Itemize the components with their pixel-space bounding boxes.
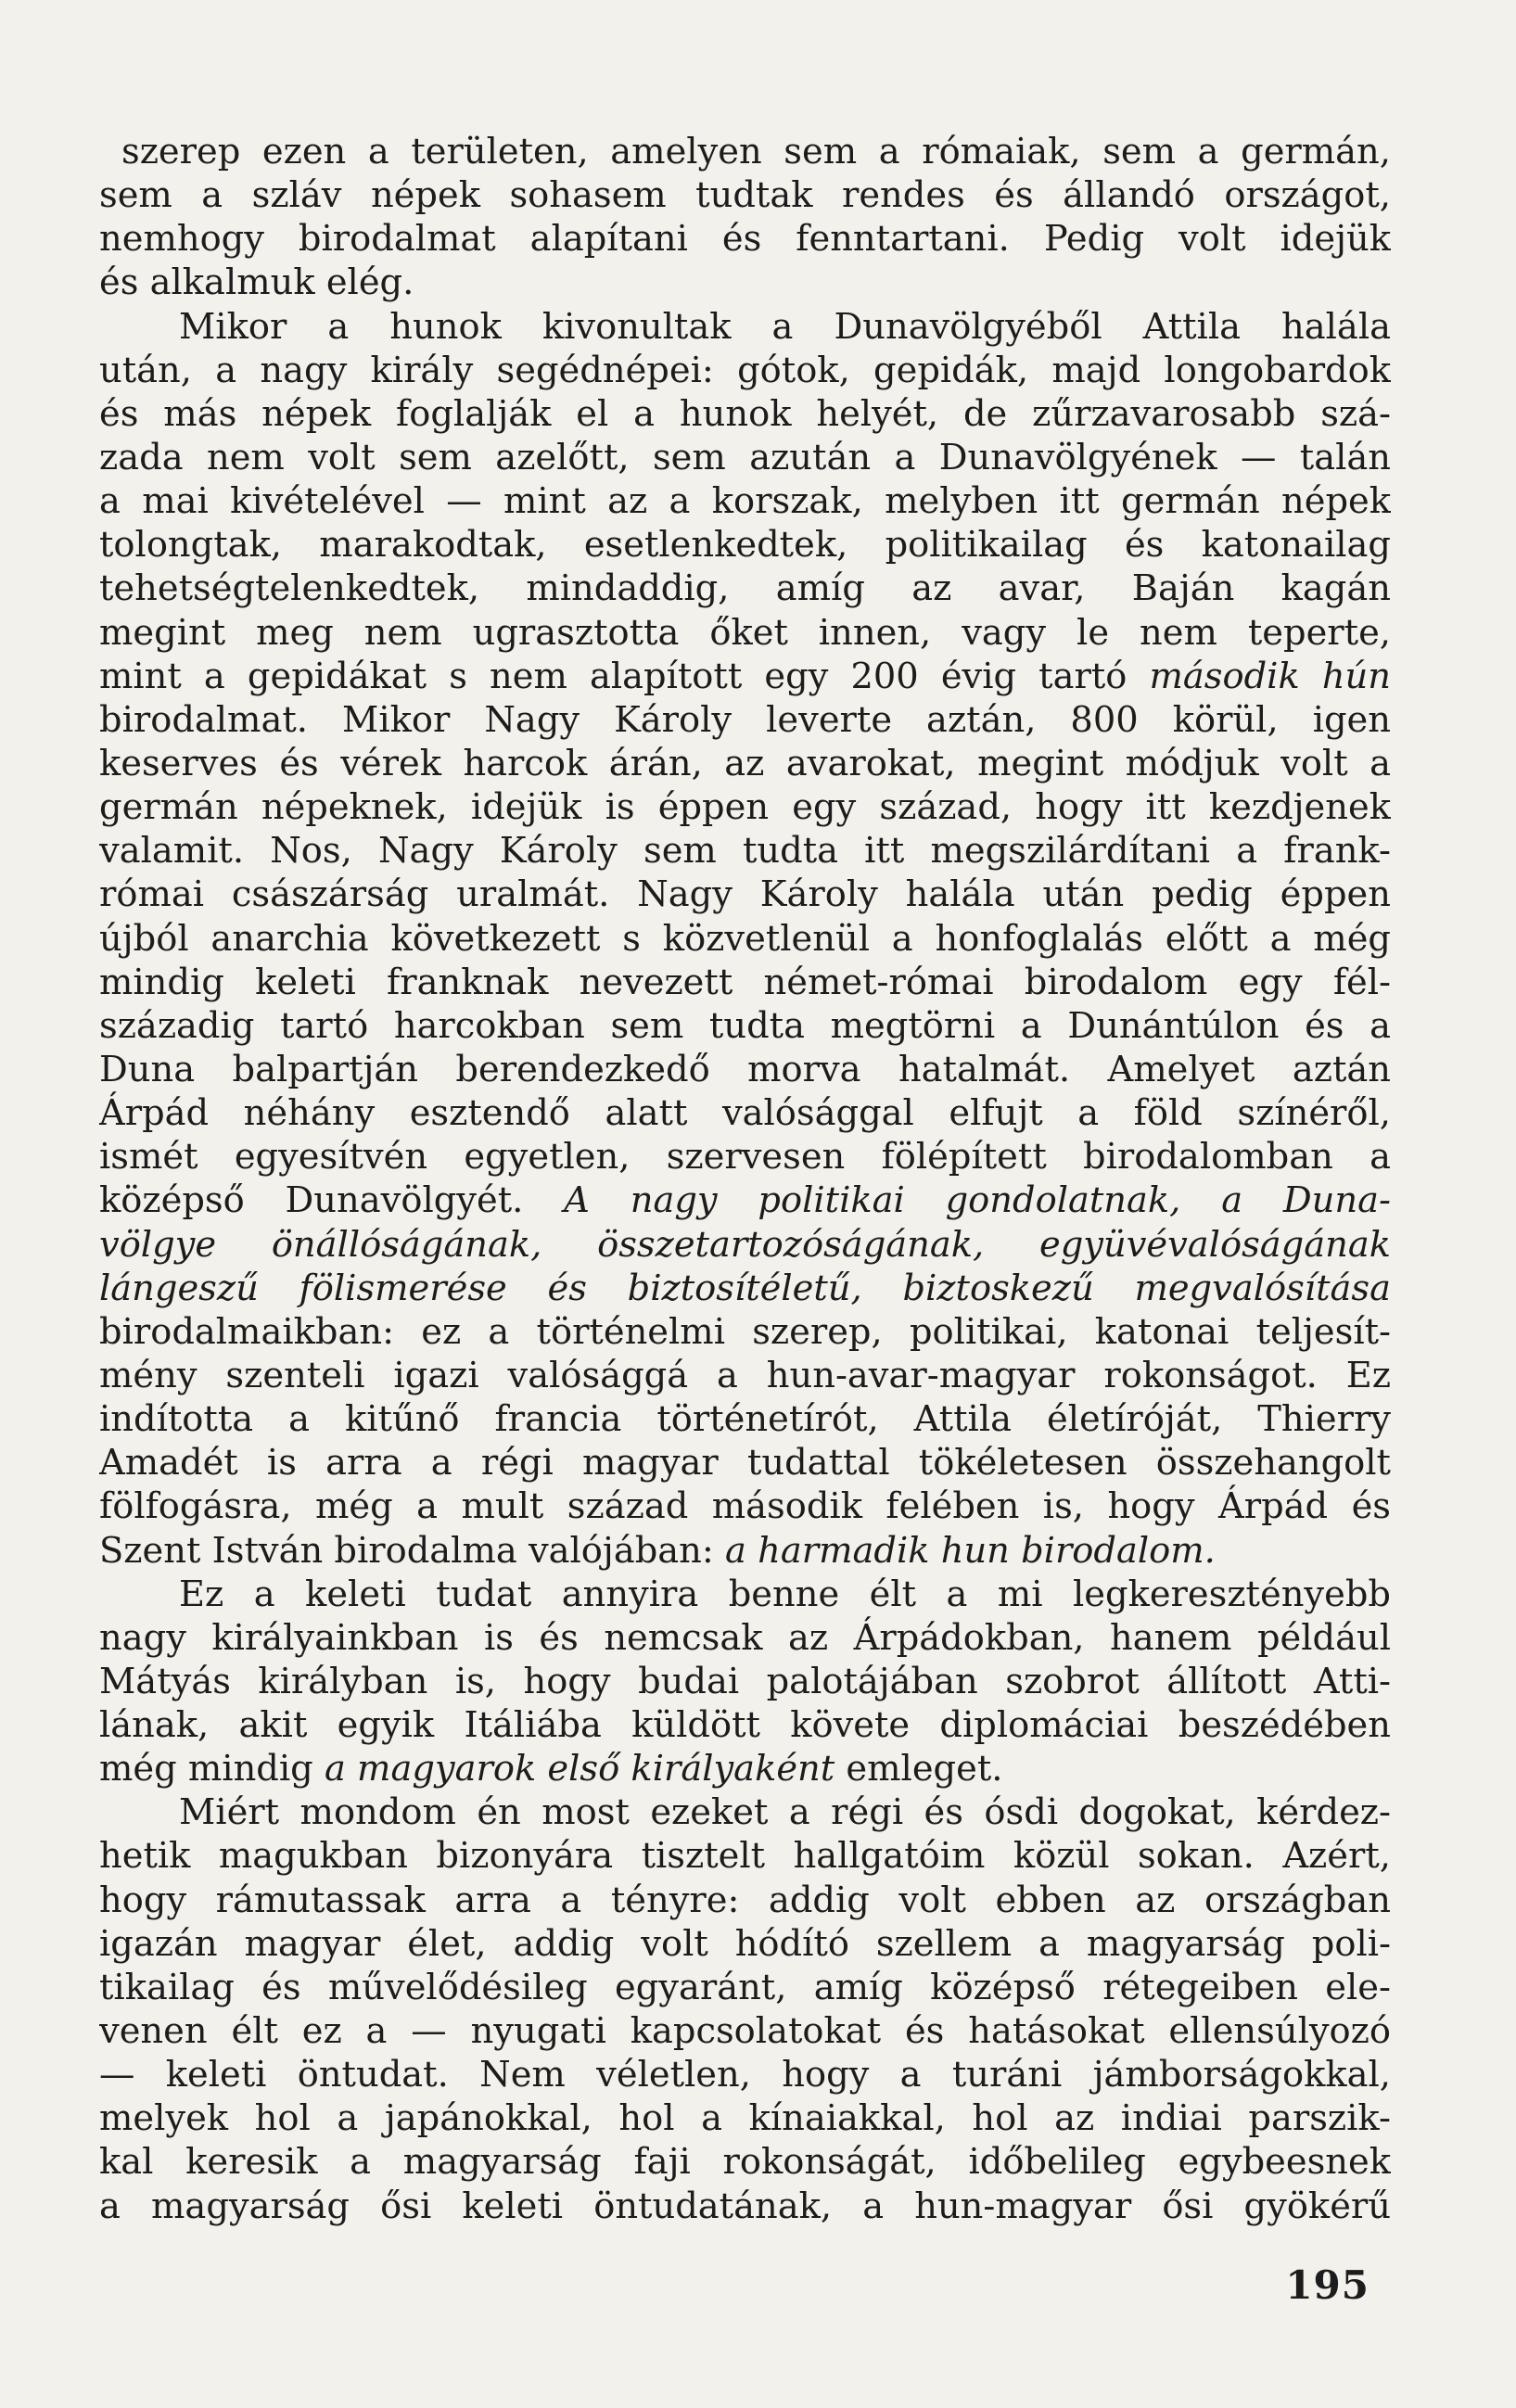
text-segment: zada nem volt sem azelőtt, sem azután a Dunavölgyének — talán — [99, 436, 1391, 478]
text-line — [99, 1573, 1391, 1616]
text-segment: tehetségtelenkedtek, mindaddig, amíg az avar, Baján kagán — [99, 567, 1391, 610]
text-segment: és más népek foglalják el a hunok helyét, de zűrzavarosabb szá- — [99, 392, 1391, 435]
italic-text-segment: A nagy politikai gondolatnak, a Duna- — [564, 1179, 1391, 1222]
text-segment: birodalmaikban: ez a történelmi szerep, politikai, katonai teljesít- — [99, 1310, 1391, 1353]
text-line — [99, 523, 1391, 567]
italic-text-segment: völgye önállóságának, összetartozóságának, együvévalóságának — [99, 1223, 1391, 1266]
text-segment: hogy rámutassak arra a tényre: addig volt ebben az országban — [99, 1879, 1391, 1921]
text-segment: Mátyás királyban is, hogy budai palotájában szobrot állított Atti- — [99, 1660, 1391, 1702]
text-line — [99, 1790, 1391, 1834]
text-line — [99, 742, 1391, 785]
text-segment: újból anarchia következett s közvetlenül a honfoglalás előtt a még — [99, 917, 1391, 960]
text-line — [99, 2009, 1391, 2053]
text-segment: nagy királyainkban is és nemcsak az Árpádokban, hanem például — [99, 1616, 1391, 1659]
text-line — [99, 1966, 1391, 2009]
text-segment: római császárság uralmát. Nagy Károly halála után pedig éppen — [99, 873, 1391, 916]
text-segment: középső Dunavölgyét. — [99, 1179, 565, 1222]
text-segment: mindig keleti franknak nevezett német-római birodalom egy fél- — [99, 961, 1391, 1003]
text-line — [99, 917, 1391, 961]
text-segment: kal keresik a magyarság faji rokonságát, időbelileg egybeesnek — [99, 2141, 1391, 2184]
text-segment: venen élt ez a — nyugati kapcsolatokat és hatásokat ellensúlyozó — [99, 2010, 1391, 2053]
text-line — [99, 1703, 1391, 1747]
text-line — [99, 2053, 1391, 2096]
text-segment: a magyarság ősi keleti öntudatának, a hun-magyar ősi gyökérű — [99, 2185, 1391, 2227]
text-line — [99, 1879, 1391, 1922]
text-line — [99, 392, 1391, 436]
text-segment: Amadét is arra a régi magyar tudattal tökéletesen összehangolt — [99, 1442, 1391, 1484]
text-line — [99, 873, 1391, 916]
text-line — [99, 349, 1391, 392]
text-segment: mény szenteli igazi valósággá a hun-avar-magyar rokonságot. Ez — [99, 1354, 1391, 1396]
text-segment: birodalmat. Mikor Nagy Károly leverte aztán, 800 körül, igen — [99, 698, 1391, 741]
text-line — [99, 1397, 1391, 1441]
text-segment: Szent István birodalma valójában: — [99, 1529, 726, 1572]
text-line — [99, 1048, 1391, 1091]
text-segment: századig tartó harcokban sem tudta megtörni a Dunántúlon és a — [99, 1004, 1391, 1047]
text-line — [99, 829, 1391, 873]
text-segment: Duna balpartján berendezkedő morva hatalmát. Amelyet aztán — [99, 1048, 1391, 1090]
text-line — [99, 130, 1391, 173]
text-segment: indította a kitűnő francia történetírót, Attila életíróját, Thierry — [99, 1398, 1391, 1441]
text-line — [99, 611, 1391, 655]
text-segment: germán népeknek, idejük is éppen egy század, hogy itt kezdjenek — [99, 786, 1391, 829]
text-line — [99, 1529, 1391, 1573]
text-line — [99, 1834, 1391, 1878]
text-segment: sem a szláv népek sohasem tudtak rendes és állandó országot, — [99, 174, 1391, 217]
text-segment: — keleti öntudat. Nem véletlen, hogy a turáni jámborságokkal, — [99, 2054, 1391, 2096]
text-segment: szerep ezen a területen, amelyen sem a rómaiak, sem a germán, — [121, 131, 1391, 172]
text-segment: még mindig — [99, 1748, 325, 1790]
text-segment: valamit. Nos, Nagy Károly sem tudta itt megszilárdítani a frank- — [99, 830, 1391, 873]
text-line — [99, 1616, 1391, 1660]
text-line — [99, 173, 1391, 217]
text-line — [99, 1091, 1391, 1135]
text-line — [99, 2096, 1391, 2140]
italic-text-segment: a harmadik hun birodalom. — [725, 1529, 1216, 1572]
text-line — [99, 698, 1391, 742]
text-line — [99, 1354, 1391, 1397]
text-segment: megint meg nem ugrasztotta őket innen, vagy le nem teperte, — [99, 611, 1391, 654]
text-segment: Mikor a hunok kivonultak a Dunavölgyéből Attila halála — [179, 305, 1391, 348]
text-segment: nemhogy birodalmat alapítani és fenntartani. Pedig volt idejük — [99, 218, 1391, 261]
text-segment: Árpád néhány esztendő alatt valósággal elfujt a föld színéről, — [99, 1092, 1391, 1135]
text-line — [99, 1922, 1391, 1966]
text-segment: tolongtak, marakodtak, esetlenkedtek, politikailag és katonailag — [99, 524, 1391, 567]
text-segment: igazán magyar élet, addig volt hódító szellem a magyarság poli- — [99, 1922, 1391, 1965]
text-segment: Ez a keleti tudat annyira benne élt a mi legkeresztényebb — [179, 1573, 1391, 1615]
text-line — [99, 1135, 1391, 1179]
text-line — [99, 785, 1391, 829]
text-segment: lának, akit egyik Itáliába küldött követe diplomáciai beszédében — [99, 1704, 1391, 1747]
text-line — [99, 1267, 1391, 1310]
page-number: 195 — [1285, 2262, 1369, 2308]
text-segment: keserves és vérek harcok árán, az avarokat, megint módjuk volt a — [99, 742, 1391, 784]
text-line — [99, 1484, 1391, 1528]
text-line — [99, 655, 1391, 698]
text-segment: hetik magukban bizonyára tisztelt hallgatóim közül sokan. Azért, — [99, 1835, 1391, 1878]
text-segment: a mai kivételével — mint az a korszak, melyben itt germán népek — [99, 480, 1391, 523]
text-segment: tikailag és művelődésileg egyaránt, amíg középső rétegeiben ele- — [99, 1966, 1391, 2008]
italic-text-segment: lángeszű fölismerése és biztosítéletű, biztoskezű megvalósítása — [99, 1267, 1391, 1309]
text-line — [99, 1310, 1391, 1354]
text-segment: emleget. — [834, 1748, 1003, 1790]
text-segment: melyek hol a japánokkal, hol a kínaiakkal, hol az indiai parszik- — [99, 2097, 1391, 2140]
text-line — [99, 217, 1391, 261]
text-line — [99, 305, 1391, 349]
text-segment: ismét egyesítvén egyetlen, szervesen fölépített birodalomban a — [99, 1136, 1391, 1179]
text-line — [99, 1223, 1391, 1267]
body-text — [99, 130, 1391, 2228]
text-segment: mint a gepidákat s nem alapított egy 200 évig tartó — [99, 655, 1150, 697]
text-line — [99, 1660, 1391, 1703]
text-line — [99, 961, 1391, 1004]
text-segment: Miért mondom én most ezeket a régi és ósdi dogokat, kérdez- — [179, 1791, 1391, 1834]
text-line — [99, 479, 1391, 523]
text-line — [99, 1747, 1391, 1790]
text-segment: után, a nagy király segédnépei: gótok, gepidák, majd longobardok — [99, 349, 1391, 391]
italic-text-segment: a magyarok első királyaként — [324, 1748, 835, 1790]
text-line — [99, 2185, 1391, 2228]
text-segment: és alkalmuk elég. — [99, 261, 414, 304]
italic-text-segment: második hún — [1149, 655, 1391, 697]
text-line — [99, 567, 1391, 610]
text-line — [99, 1441, 1391, 1484]
text-line — [99, 1004, 1391, 1048]
text-line — [99, 261, 1391, 304]
text-line — [99, 1179, 1391, 1222]
text-segment: fölfogásra, még a mult század második felében is, hogy Árpád és — [99, 1485, 1391, 1528]
text-line — [99, 436, 1391, 479]
text-line — [99, 2140, 1391, 2184]
